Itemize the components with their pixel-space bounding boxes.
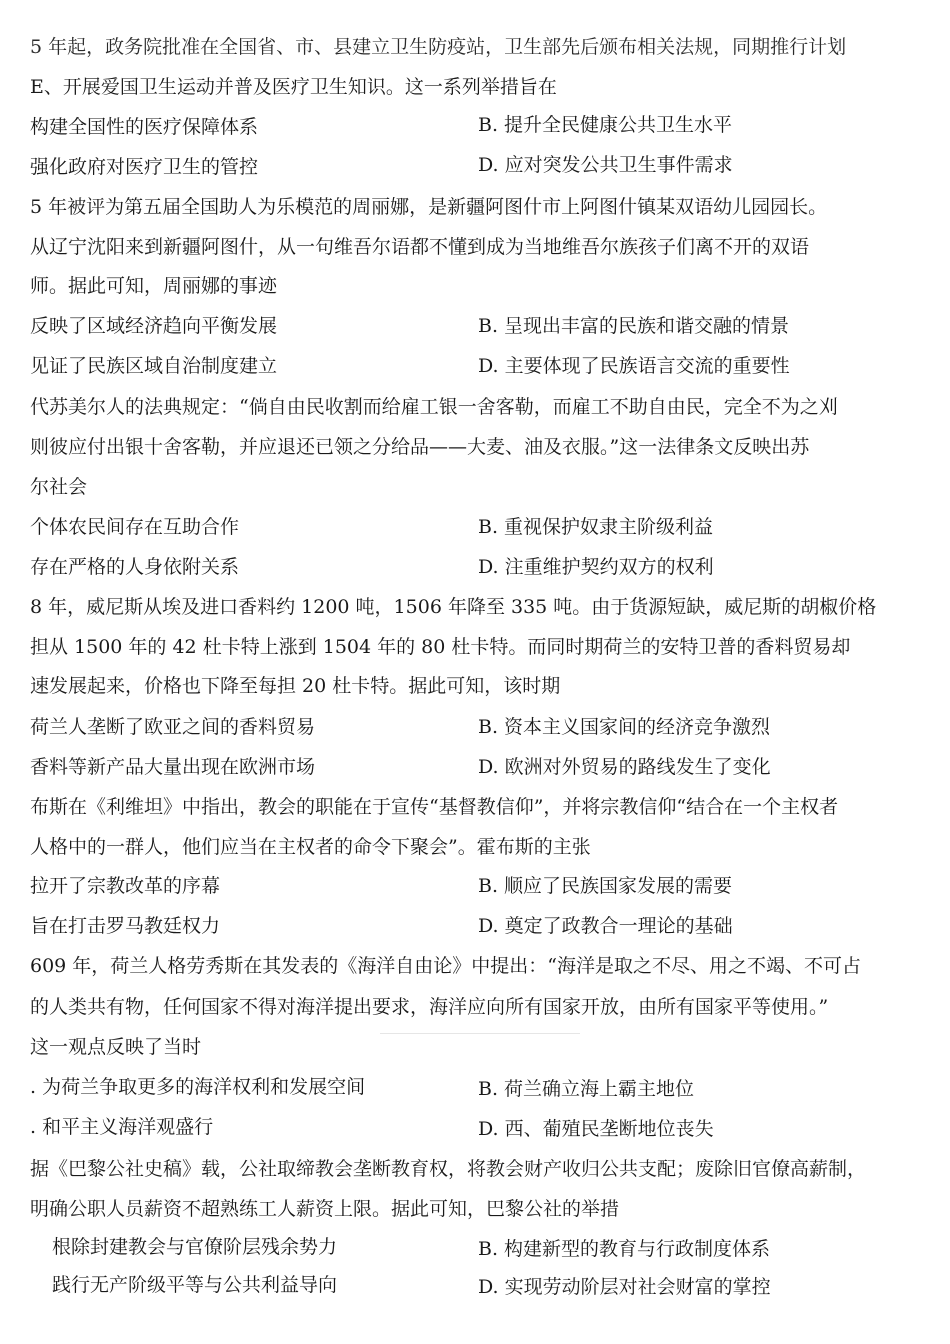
option-d[interactable]: D. 应对突发公共卫生事件需求 <box>478 154 733 176</box>
option-d[interactable]: D. 欧洲对外贸易的路线发生了变化 <box>478 756 771 778</box>
question-stem-line: 明确公职人员薪资不超熟练工人薪资上限。据此可知，巴黎公社的举措 <box>30 1198 620 1220</box>
option-a[interactable]: 个体农民间存在互助合作 <box>30 516 240 538</box>
option-b[interactable]: B. 构建新型的教育与行政制度体系 <box>478 1238 771 1260</box>
option-c[interactable]: 践行无产阶级平等与公共利益导向 <box>52 1274 338 1296</box>
option-d[interactable]: D. 注重维护契约双方的权利 <box>478 556 714 578</box>
option-c[interactable]: 存在严格的人身依附关系 <box>30 556 240 578</box>
option-a[interactable]: 拉开了宗教改革的序幕 <box>30 875 221 897</box>
option-c[interactable]: . 和平主义海洋观盛行 <box>30 1116 214 1138</box>
option-d[interactable]: D. 西、葡殖民垄断地位丧失 <box>478 1118 714 1140</box>
question-stem-line: 这一观点反映了当时 <box>30 1036 202 1058</box>
question-stem-line: 代苏美尔人的法典规定：“倘自由民收割而给雇工银一舍客勒，而雇工不助自由民，完全不为之刈 <box>30 396 838 418</box>
question-stem-line: 的人类共有物，任何国家不得对海洋提出要求，海洋应向所有国家开放，由所有国家平等使用。” <box>30 996 829 1018</box>
option-a[interactable]: . 为荷兰争取更多的海洋权利和发展空间 <box>30 1076 366 1098</box>
question-stem-line: 尔社会 <box>30 476 88 498</box>
option-b[interactable]: B. 荷兰确立海上霸主地位 <box>478 1078 695 1100</box>
question-stem-line: 8 年，威尼斯从埃及进口香料约 1200 吨，1506 年降至 335 吨。由于货源短缺，威尼斯的胡椒价格 <box>30 596 877 618</box>
option-c[interactable]: 旨在打击罗马教廷权力 <box>30 915 221 937</box>
question-stem-line: 人格中的一群人，他们应当在主权者的命令下聚会”。霍布斯的主张 <box>30 836 591 858</box>
question-stem-line: 则彼应付出银十舍客勒，并应退还已领之分给品——大麦、油及衣服。”这一法律条文反映出苏 <box>30 436 810 458</box>
option-b[interactable]: B. 资本主义国家间的经济竞争激烈 <box>478 716 771 738</box>
question-stem-line: 5 年被评为第五届全国助人为乐模范的周丽娜，是新疆阿图什市上阿图什镇某双语幼儿园园长。 <box>30 196 828 218</box>
question-stem-line: 5 年起，政务院批准在全国省、市、县建立卫生防疫站，卫生部先后颁布相关法规，同期推行计划 <box>30 36 847 58</box>
question-stem-line: E、开展爱国卫生运动并普及医疗卫生知识。这一系列举措旨在 <box>30 76 557 98</box>
option-c[interactable]: 强化政府对医疗卫生的管控 <box>30 156 259 178</box>
option-d[interactable]: D. 实现劳动阶层对社会财富的掌控 <box>478 1276 771 1298</box>
option-a[interactable]: 反映了区域经济趋向平衡发展 <box>30 315 278 337</box>
option-a[interactable]: 根除封建教会与官僚阶层残余势力 <box>52 1236 338 1258</box>
question-stem-line: 布斯在《利维坦》中指出，教会的职能在于宣传“基督教信仰”，并将宗教信仰“结合在一个主权者 <box>30 796 839 818</box>
question-stem-line: 从辽宁沈阳来到新疆阿图什，从一句维吾尔语都不懂到成为当地维吾尔族孩子们离不开的双语 <box>30 236 810 258</box>
option-b[interactable]: B. 重视保护奴隶主阶级利益 <box>478 516 714 538</box>
question-stem-line: 师。据此可知，周丽娜的事迹 <box>30 275 278 297</box>
question-stem-line: 速发展起来，价格也下降至每担 20 杜卡特。据此可知，该时期 <box>30 675 561 697</box>
option-c[interactable]: 见证了民族区域自治制度建立 <box>30 355 278 377</box>
option-b[interactable]: B. 呈现出丰富的民族和谐交融的情景 <box>478 315 790 337</box>
question-stem-line: 担从 1500 年的 42 杜卡特上涨到 1504 年的 80 杜卡特。而同时期荷兰的安特卫普的香料贸易却 <box>30 636 851 658</box>
question-stem-line: 据《巴黎公社史稿》载，公社取缔教会垄断教育权，将教会财产收归公共支配；废除旧官僚高薪制， <box>30 1158 867 1180</box>
option-c[interactable]: 香料等新产品大量出现在欧洲市场 <box>30 756 316 778</box>
option-d[interactable]: D. 主要体现了民族语言交流的重要性 <box>478 355 790 377</box>
option-b[interactable]: B. 提升全民健康公共卫生水平 <box>478 114 733 136</box>
option-d[interactable]: D. 奠定了政教合一理论的基础 <box>478 915 733 937</box>
question-stem-line: 609 年，荷兰人格劳秀斯在其发表的《海洋自由论》中提出：“海洋是取之不尽、用之不竭、不可占 <box>30 955 862 977</box>
option-a[interactable]: 荷兰人垄断了欧亚之间的香料贸易 <box>30 716 316 738</box>
option-a[interactable]: 构建全国性的医疗保障体系 <box>30 116 259 138</box>
option-b[interactable]: B. 顺应了民族国家发展的需要 <box>478 875 733 897</box>
